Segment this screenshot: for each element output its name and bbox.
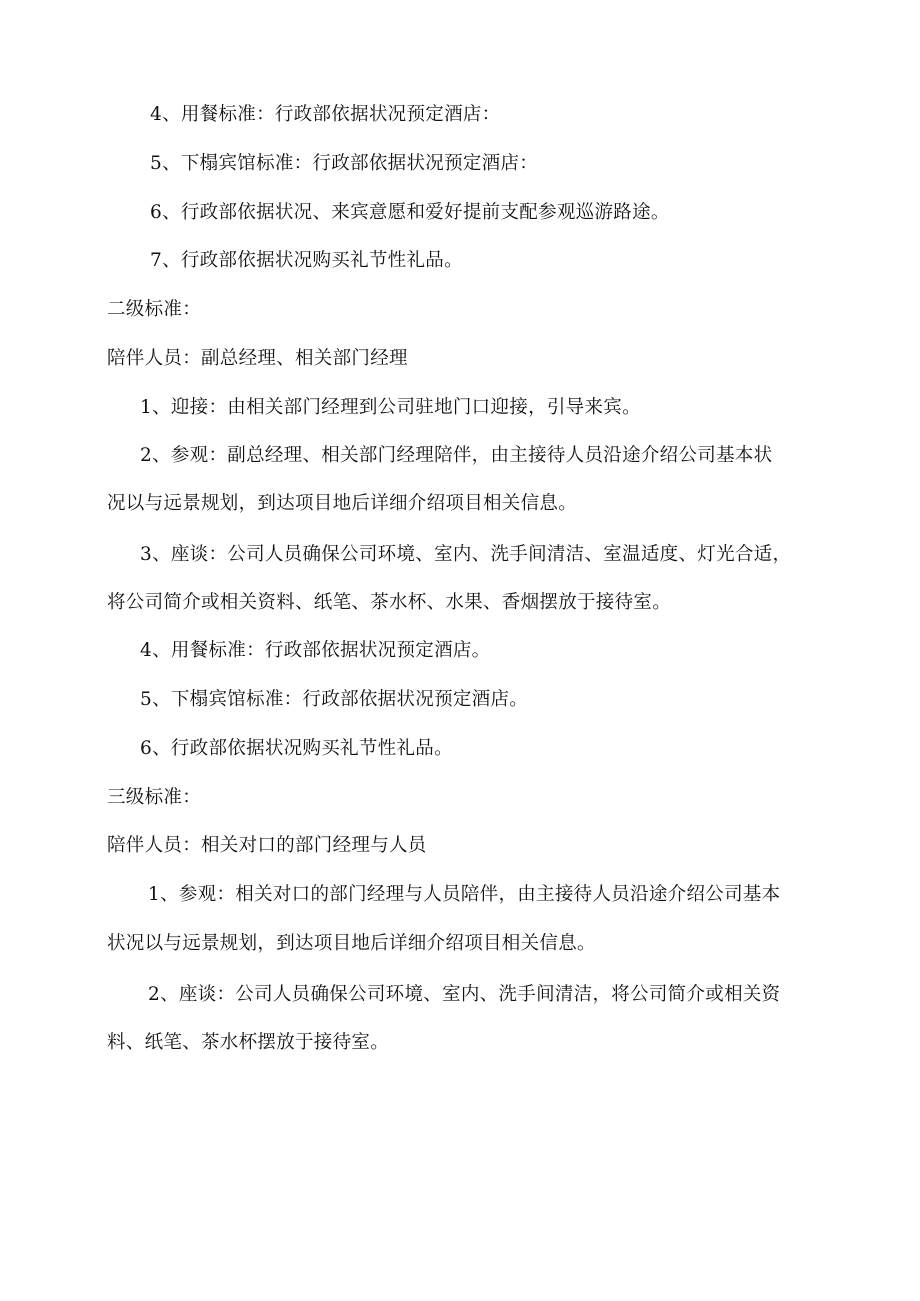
level2-item-1: 1、迎接：由相关部门经理到公司驻地门口迎接，引导来宾。 bbox=[140, 397, 641, 418]
level3-companions: 陪伴人员：相关对口的部门经理与人员 bbox=[107, 835, 427, 856]
level1-item-7: 7、行政部依据状况购买礼节性礼品。 bbox=[150, 250, 463, 271]
level2-companions: 陪伴人员：副总经理、相关部门经理 bbox=[107, 348, 408, 369]
level2-item-2: 2、参观：副总经理、相关部门经理陪伴，由主接待人员沿途介绍公司基本状 bbox=[140, 445, 773, 466]
level2-item-3: 3、座谈：公司人员确保公司环境、室内、洗手间清洁、室温适度、灯光合适， bbox=[140, 544, 792, 565]
level2-item-2-cont: 况以与远景规划，到达项目地后详细介绍项目相关信息。 bbox=[107, 493, 578, 514]
level3-item-2-cont: 料、纸笔、茶水杯摆放于接待室。 bbox=[107, 1032, 390, 1053]
level1-item-5: 5、下榻宾馆标准：行政部依据状况预定酒店： bbox=[150, 153, 539, 174]
level2-item-4: 4、用餐标准：行政部依据状况预定酒店。 bbox=[140, 640, 491, 661]
level2-item-5: 5、下榻宾馆标准：行政部依据状况预定酒店。 bbox=[140, 689, 529, 710]
level2-item-6: 6、行政部依据状况购买礼节性礼品。 bbox=[140, 738, 453, 759]
level3-item-1: 1、参观：相关对口的部门经理与人员陪伴，由主接待人员沿途介绍公司基本 bbox=[148, 884, 781, 905]
level1-item-4: 4、用餐标准：行政部依据状况预定酒店： bbox=[150, 104, 501, 125]
level3-heading: 三级标准： bbox=[107, 787, 202, 808]
level2-heading: 二级标准： bbox=[107, 299, 202, 320]
level2-item-3-cont: 将公司简介或相关资料、纸笔、茶水杯、水果、香烟摆放于接待室。 bbox=[107, 592, 672, 613]
level3-item-1-cont: 状况以与远景规划，到达项目地后详细介绍项目相关信息。 bbox=[107, 933, 596, 954]
level1-item-6: 6、行政部依据状况、来宾意愿和爱好提前支配参观巡游路途。 bbox=[150, 202, 670, 223]
level3-item-2: 2、座谈：公司人员确保公司环境、室内、洗手间清洁，将公司简介或相关资 bbox=[148, 984, 781, 1005]
